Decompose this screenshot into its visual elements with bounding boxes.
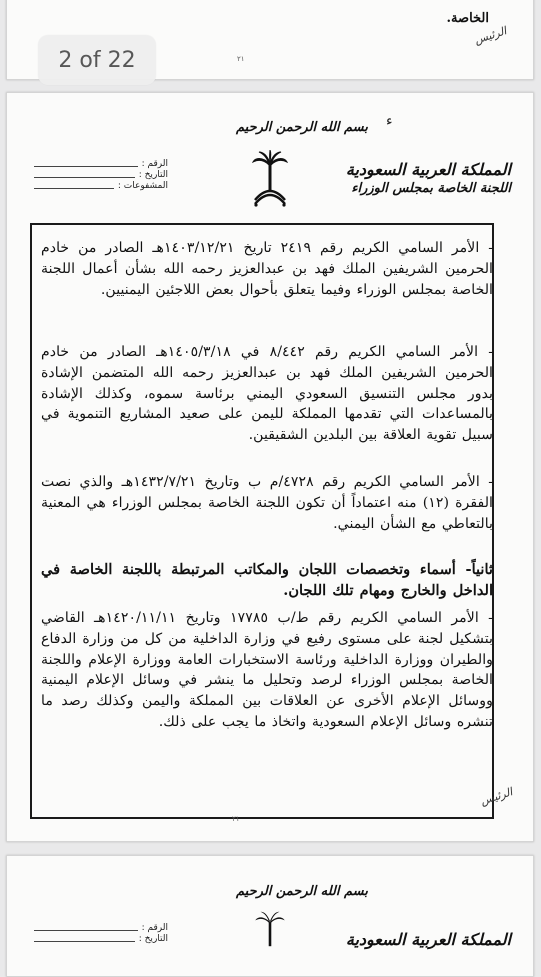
previous-page-signature: الرئيس — [472, 24, 509, 47]
next-page-emblem-icon — [252, 910, 288, 960]
committee-name: اللجنة الخاصة بمجلس الوزراء — [351, 181, 511, 196]
organization-name: المملكة العربية السعودية — [345, 160, 511, 179]
reference-fields — [34, 158, 168, 191]
reference-row — [34, 933, 168, 944]
paragraph-royal-order-17785: - الأمر السامي الكريم رقم ط/ب ١٧٧٨٥ وتاريخ ١٤٢٠/١١/١١هـ القاضي بتشكيل لجنة على مستوى رفيع في وزارة الداخلية من كل من وزارة الدفاع والطيران ووزارة الداخلية ورئاسة الاستخبارات العامة ووزارة الإعلام واللجنة الخاصة بمجلس الوزراء لرصد وتحليل ما ينشر في وسائل الإعلام اليمنية ووسائل الإعلام الأخرى عن العلاقات بين المملكة واليمن وكذلك رصد ما تنشره وسائل الإعلام السعودية واتخاذ ما يجب على ذلك. — [41, 610, 493, 730]
reference-label: المشفوعات : — [117, 180, 168, 191]
reference-label: الرقم : — [141, 922, 168, 933]
paragraph-royal-order-2419: - الأمر السامي الكريم رقم ٢٤١٩ تاريخ ١٤٠٣/١٢/٢١هـ الصادر من خادم الحرمين الشريفين الملك فهد بن عبدالعزيز رحمه الله بشأن أعمال اللجنة الخاصة بمجلس الوزراء وفيما يتعلق بأحوال بعض اللاجئين اليمنيين. — [41, 240, 493, 298]
reference-row — [34, 158, 168, 169]
page-counter: 2 of 22 — [38, 35, 156, 85]
reference-row — [34, 169, 168, 180]
previous-page-tail-text: الخاصة. — [446, 11, 489, 26]
signature: الرئيس — [478, 785, 515, 808]
reference-label: الرقم : — [141, 158, 168, 169]
organization-header — [346, 160, 511, 196]
previous-page-footer-number: ٢١ — [237, 55, 245, 63]
next-page-reference-fields — [34, 922, 168, 944]
reference-row — [34, 180, 168, 191]
section-heading-second: ثانياً- أسماء وتخصصات اللجان والمكاتب المرتبطة باللجنة الخاصة في الداخل والخارج ومهام تلك اللجان. — [41, 561, 493, 599]
next-page-organization-name: المملكة العربية السعودية — [345, 930, 511, 949]
footer-number: ٢١ — [232, 815, 240, 823]
reference-label: التاريخ : — [138, 933, 168, 944]
paragraph-royal-order-4728: - الأمر السامي الكريم رقم ٤٧٢٨/م ب وتاريخ ١٤٣٢/٧/٢١هـ والذي نصت الفقرة (١٢) منه اعتماداً أن تكون اللجنة الخاصة بمجلس الوزراء هي المعنية بالتعاطي مع الشأن اليمني. — [41, 474, 493, 532]
reference-row — [34, 922, 168, 933]
saudi-emblem-icon — [252, 150, 288, 208]
paragraph-royal-order-442: - الأمر السامي الكريم رقم ٨/٤٤٢ في ١٤٠٥/٣/١٨هـ الصادر من خادم الحرمين الشريفين الملك فهد بن عبدالعزيز رحمه الله المتضمن الإشادة بدور مجلس التنسيق السعودي اليمني برئاسة سموه، وكذلك الإشادة بالمساعدات التي تقدمها المملكة لليمن على صعيد المشاريع التنموية في سبيل تقوية العلاقة بين البلدين الشقيقين. — [41, 344, 493, 444]
basmala: بسم الله الرحمن الرحيم — [236, 120, 368, 135]
page-mark: ء — [386, 113, 393, 129]
next-page-organization — [346, 930, 511, 949]
next-page-basmala: بسم الله الرحمن الرحيم — [236, 884, 368, 899]
reference-label: التاريخ : — [138, 169, 168, 180]
